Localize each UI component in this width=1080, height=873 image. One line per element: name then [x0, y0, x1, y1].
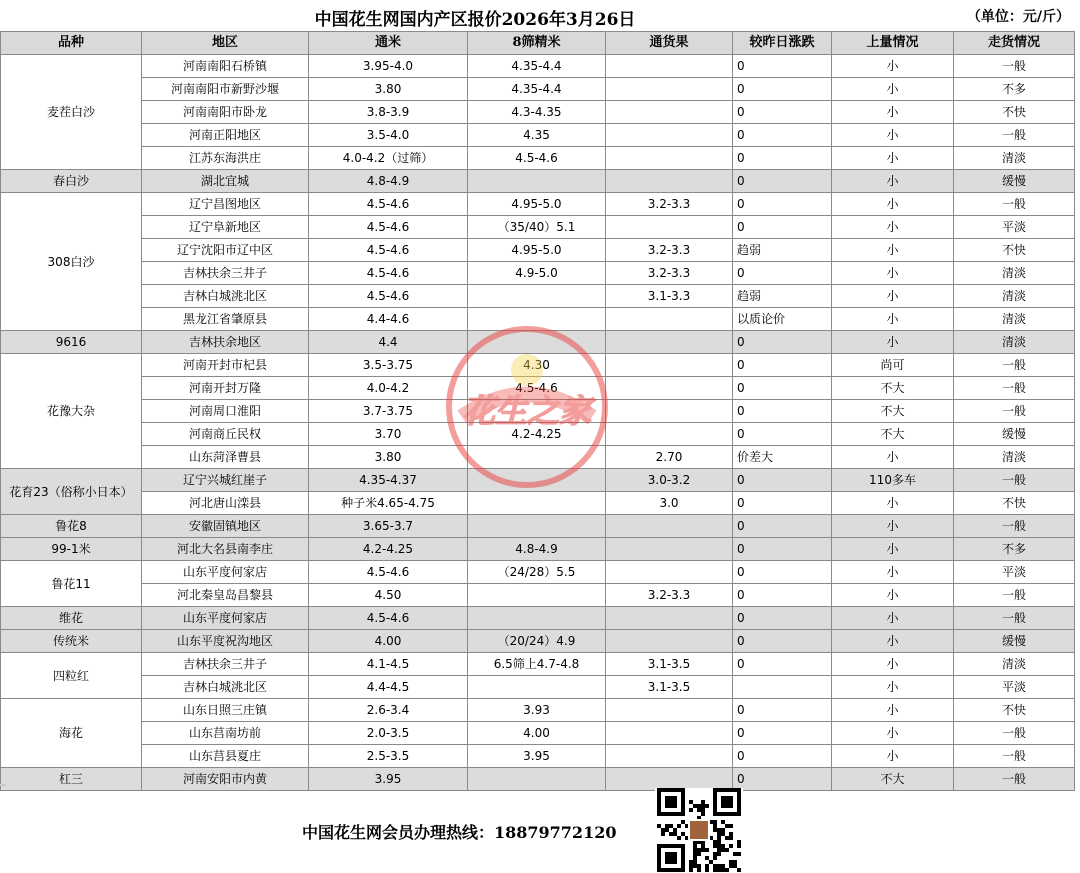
sales-cell: 一般	[954, 745, 1075, 768]
sales-cell: 平淡	[954, 216, 1075, 239]
tongmi-cell: 4.8-4.9	[309, 170, 468, 193]
change-cell: 趋弱	[733, 285, 832, 308]
guo-cell: 3.1-3.5	[606, 653, 733, 676]
variety-cell: 四粒红	[1, 653, 142, 699]
region-cell: 山东日照三庄镇	[142, 699, 309, 722]
tongmi-cell: 3.5-4.0	[309, 124, 468, 147]
supply-cell: 110多车	[832, 469, 954, 492]
tongmi-cell: 3.95	[309, 768, 468, 791]
divider	[0, 784, 6, 786]
supply-cell: 小	[832, 147, 954, 170]
table-row	[1, 147, 1075, 170]
table-row	[1, 239, 1075, 262]
qr-logo-icon	[689, 820, 709, 840]
variety-cell: 维花	[1, 607, 142, 630]
col-header-change: 较昨日涨跌	[733, 32, 832, 55]
change-cell: 0	[733, 515, 832, 538]
jingmi-cell: 4.30	[468, 354, 606, 377]
table-row	[1, 377, 1075, 400]
jingmi-cell: 4.35-4.4	[468, 78, 606, 101]
page-title: 中国花生网国内产区报价2026年3月26日	[314, 10, 636, 30]
jingmi-cell	[468, 584, 606, 607]
jingmi-cell	[468, 400, 606, 423]
tongmi-cell: 3.80	[309, 446, 468, 469]
sales-cell: 不多	[954, 78, 1075, 101]
jingmi-cell: 4.95-5.0	[468, 193, 606, 216]
supply-cell: 不大	[832, 400, 954, 423]
jingmi-cell	[468, 469, 606, 492]
supply-cell: 小	[832, 584, 954, 607]
tongmi-cell: 2.5-3.5	[309, 745, 468, 768]
header-row	[1, 32, 1075, 55]
sales-cell: 一般	[954, 768, 1075, 791]
table-row	[1, 492, 1075, 515]
region-cell: 山东平度何家店	[142, 561, 309, 584]
supply-cell: 不大	[832, 768, 954, 791]
variety-cell: 鲁花8	[1, 515, 142, 538]
change-cell: 0	[733, 699, 832, 722]
table-row	[1, 101, 1075, 124]
col-header-tongmi: 通米	[309, 32, 468, 55]
jingmi-cell: 4.9-5.0	[468, 262, 606, 285]
tongmi-cell: 种子米4.65-4.75	[309, 492, 468, 515]
supply-cell: 小	[832, 216, 954, 239]
change-cell: 0	[733, 124, 832, 147]
table-row	[1, 170, 1075, 193]
jingmi-cell: （20/24）4.9	[468, 630, 606, 653]
sales-cell: 清淡	[954, 262, 1075, 285]
sales-cell: 不快	[954, 101, 1075, 124]
col-header-supply: 上量情况	[832, 32, 954, 55]
change-cell: 0	[733, 630, 832, 653]
guo-cell	[606, 170, 733, 193]
supply-cell: 小	[832, 630, 954, 653]
jingmi-cell	[468, 515, 606, 538]
jingmi-cell	[468, 285, 606, 308]
col-header-variety: 品种	[1, 32, 142, 55]
table-row	[1, 285, 1075, 308]
region-cell: 河南商丘民权	[142, 423, 309, 446]
supply-cell: 小	[832, 262, 954, 285]
supply-cell: 小	[832, 124, 954, 147]
variety-cell: 海花	[1, 699, 142, 768]
tongmi-cell: 4.1-4.5	[309, 653, 468, 676]
tongmi-cell: 4.5-4.6	[309, 262, 468, 285]
supply-cell: 尚可	[832, 354, 954, 377]
jingmi-cell	[468, 607, 606, 630]
table-row	[1, 561, 1075, 584]
region-cell: 河南开封市杞县	[142, 354, 309, 377]
variety-cell: 麦茬白沙	[1, 55, 142, 170]
region-cell: 辽宁阜新地区	[142, 216, 309, 239]
region-cell: 辽宁沈阳市辽中区	[142, 239, 309, 262]
sales-cell: 不快	[954, 492, 1075, 515]
change-cell: 0	[733, 331, 832, 354]
sales-cell: 缓慢	[954, 630, 1075, 653]
sales-cell: 清淡	[954, 653, 1075, 676]
membership-hotline: 中国花生网会员办理热线：18879772120	[302, 823, 617, 842]
tongmi-cell: 4.5-4.6	[309, 216, 468, 239]
tongmi-cell: 4.4-4.5	[309, 676, 468, 699]
region-cell: 安徽固镇地区	[142, 515, 309, 538]
sales-cell: 平淡	[954, 561, 1075, 584]
guo-cell	[606, 722, 733, 745]
supply-cell: 小	[832, 699, 954, 722]
change-cell: 价差大	[733, 446, 832, 469]
variety-cell: 9616	[1, 331, 142, 354]
sales-cell: 一般	[954, 607, 1075, 630]
tongmi-cell: 4.4	[309, 331, 468, 354]
jingmi-cell	[468, 492, 606, 515]
tongmi-cell: 4.35-4.37	[309, 469, 468, 492]
change-cell: 0	[733, 193, 832, 216]
jingmi-cell	[468, 308, 606, 331]
jingmi-cell: 4.00	[468, 722, 606, 745]
jingmi-cell: 4.35	[468, 124, 606, 147]
sales-cell: 一般	[954, 722, 1075, 745]
region-cell: 河北唐山滦县	[142, 492, 309, 515]
region-cell: 河北秦皇岛昌黎县	[142, 584, 309, 607]
price-table	[0, 31, 1075, 791]
guo-cell	[606, 124, 733, 147]
guo-cell	[606, 745, 733, 768]
change-cell: 0	[733, 561, 832, 584]
change-cell: 0	[733, 262, 832, 285]
jingmi-cell: 3.95	[468, 745, 606, 768]
region-cell: 河南周口淮阳	[142, 400, 309, 423]
sales-cell: 清淡	[954, 331, 1075, 354]
tongmi-cell: 4.00	[309, 630, 468, 653]
region-cell: 山东平度祝沟地区	[142, 630, 309, 653]
jingmi-cell: 4.8-4.9	[468, 538, 606, 561]
guo-cell: 3.0-3.2	[606, 469, 733, 492]
guo-cell	[606, 55, 733, 78]
watermark-text: 花生之家	[462, 392, 592, 430]
sales-cell: 清淡	[954, 147, 1075, 170]
table-row	[1, 308, 1075, 331]
change-cell: 0	[733, 377, 832, 400]
supply-cell: 小	[832, 78, 954, 101]
table-row	[1, 55, 1075, 78]
tongmi-cell: 3.80	[309, 78, 468, 101]
guo-cell	[606, 607, 733, 630]
table-row	[1, 78, 1075, 101]
sales-cell: 平淡	[954, 676, 1075, 699]
sales-cell: 不快	[954, 699, 1075, 722]
tongmi-cell: 2.0-3.5	[309, 722, 468, 745]
region-cell: 山东菏泽曹县	[142, 446, 309, 469]
jingmi-cell: 6.5筛上4.7-4.8	[468, 653, 606, 676]
guo-cell	[606, 699, 733, 722]
region-cell: 山东平度何家店	[142, 607, 309, 630]
sales-cell: 缓慢	[954, 170, 1075, 193]
supply-cell: 小	[832, 193, 954, 216]
variety-cell: 传统米	[1, 630, 142, 653]
jingmi-cell	[468, 676, 606, 699]
table-row	[1, 699, 1075, 722]
change-cell: 0	[733, 607, 832, 630]
variety-cell: 杠三	[1, 768, 142, 791]
supply-cell: 不大	[832, 423, 954, 446]
guo-cell	[606, 377, 733, 400]
variety-cell: 99-1米	[1, 538, 142, 561]
change-cell: 0	[733, 216, 832, 239]
region-cell: 吉林扶余三井子	[142, 262, 309, 285]
supply-cell: 小	[832, 55, 954, 78]
tongmi-cell: 4.5-4.6	[309, 193, 468, 216]
tongmi-cell: 4.4-4.6	[309, 308, 468, 331]
variety-cell: 鲁花11	[1, 561, 142, 607]
supply-cell: 小	[832, 676, 954, 699]
guo-cell	[606, 515, 733, 538]
table-row	[1, 331, 1075, 354]
variety-cell: 花育23（俗称小日本）	[1, 469, 142, 515]
change-cell: 0	[733, 147, 832, 170]
supply-cell: 小	[832, 239, 954, 262]
change-cell: 0	[733, 400, 832, 423]
guo-cell	[606, 354, 733, 377]
guo-cell	[606, 561, 733, 584]
title-bar	[0, 0, 1080, 32]
change-cell: 0	[733, 768, 832, 791]
sales-cell: 缓慢	[954, 423, 1075, 446]
region-cell: 河南南阳市卧龙	[142, 101, 309, 124]
guo-cell: 3.1-3.3	[606, 285, 733, 308]
guo-cell: 3.2-3.3	[606, 262, 733, 285]
region-cell: 河南安阳市内黄	[142, 768, 309, 791]
region-cell: 吉林白城洮北区	[142, 285, 309, 308]
tongmi-cell: 3.8-3.9	[309, 101, 468, 124]
change-cell: 0	[733, 653, 832, 676]
region-cell: 辽宁兴城红崖子	[142, 469, 309, 492]
change-cell: 0	[733, 170, 832, 193]
guo-cell: 3.2-3.3	[606, 584, 733, 607]
supply-cell: 小	[832, 308, 954, 331]
guo-cell	[606, 400, 733, 423]
guo-cell: 3.0	[606, 492, 733, 515]
jingmi-cell: 4.5-4.6	[468, 147, 606, 170]
region-cell: 湖北宜城	[142, 170, 309, 193]
guo-cell	[606, 308, 733, 331]
change-cell: 0	[733, 492, 832, 515]
supply-cell: 小	[832, 745, 954, 768]
tongmi-cell: 3.5-3.75	[309, 354, 468, 377]
tongmi-cell: 3.7-3.75	[309, 400, 468, 423]
tongmi-cell: 4.0-4.2	[309, 377, 468, 400]
guo-cell	[606, 630, 733, 653]
change-cell: 0	[733, 469, 832, 492]
tongmi-cell: 4.0-4.2（过筛）	[309, 147, 468, 170]
sales-cell: 一般	[954, 515, 1075, 538]
table-row	[1, 630, 1075, 653]
region-cell: 山东莒南坊前	[142, 722, 309, 745]
change-cell: 0	[733, 745, 832, 768]
change-cell	[733, 676, 832, 699]
table-row	[1, 745, 1075, 768]
region-cell: 江苏东海洪庄	[142, 147, 309, 170]
tongmi-cell: 4.5-4.6	[309, 607, 468, 630]
sales-cell: 清淡	[954, 285, 1075, 308]
col-header-jingmi: 8筛精米	[468, 32, 606, 55]
guo-cell	[606, 147, 733, 170]
table-row	[1, 515, 1075, 538]
supply-cell: 小	[832, 653, 954, 676]
region-cell: 黑龙江省肇原县	[142, 308, 309, 331]
sales-cell: 一般	[954, 469, 1075, 492]
change-cell: 0	[733, 55, 832, 78]
table-row	[1, 446, 1075, 469]
tongmi-cell: 3.70	[309, 423, 468, 446]
table-row	[1, 722, 1075, 745]
supply-cell: 小	[832, 492, 954, 515]
table-row	[1, 423, 1075, 446]
change-cell: 趋弱	[733, 239, 832, 262]
tongmi-cell: 3.95-4.0	[309, 55, 468, 78]
guo-cell	[606, 101, 733, 124]
jingmi-cell: （24/28）5.5	[468, 561, 606, 584]
table-row	[1, 124, 1075, 147]
sales-cell: 一般	[954, 354, 1075, 377]
tongmi-cell: 4.2-4.25	[309, 538, 468, 561]
region-cell: 吉林白城洮北区	[142, 676, 309, 699]
region-cell: 吉林扶余地区	[142, 331, 309, 354]
variety-cell: 花豫大杂	[1, 354, 142, 469]
guo-cell: 2.70	[606, 446, 733, 469]
supply-cell: 小	[832, 101, 954, 124]
sales-cell: 不快	[954, 239, 1075, 262]
sales-cell: 清淡	[954, 308, 1075, 331]
sales-cell: 一般	[954, 400, 1075, 423]
region-cell: 河南南阳石桥镇	[142, 55, 309, 78]
guo-cell: 3.2-3.3	[606, 193, 733, 216]
tongmi-cell: 4.5-4.6	[309, 561, 468, 584]
change-cell: 0	[733, 354, 832, 377]
variety-cell: 308白沙	[1, 193, 142, 331]
col-header-sales: 走货情况	[954, 32, 1075, 55]
jingmi-cell: 4.2-4.25	[468, 423, 606, 446]
region-cell: 河南正阳地区	[142, 124, 309, 147]
sales-cell: 一般	[954, 55, 1075, 78]
jingmi-cell: 4.35-4.4	[468, 55, 606, 78]
change-cell: 0	[733, 722, 832, 745]
jingmi-cell	[468, 331, 606, 354]
sales-cell: 一般	[954, 377, 1075, 400]
col-header-region: 地区	[142, 32, 309, 55]
tongmi-cell: 3.65-3.7	[309, 515, 468, 538]
jingmi-cell: 3.93	[468, 699, 606, 722]
change-cell: 0	[733, 584, 832, 607]
table-body	[1, 55, 1075, 791]
supply-cell: 小	[832, 538, 954, 561]
sales-cell: 清淡	[954, 446, 1075, 469]
table-row	[1, 768, 1075, 791]
jingmi-cell	[468, 446, 606, 469]
region-cell: 河北大名县南李庄	[142, 538, 309, 561]
guo-cell	[606, 331, 733, 354]
guo-cell	[606, 423, 733, 446]
qr-code-icon[interactable]	[655, 788, 743, 872]
sales-cell: 不多	[954, 538, 1075, 561]
region-cell: 辽宁昌图地区	[142, 193, 309, 216]
table-row	[1, 354, 1075, 377]
supply-cell: 小	[832, 515, 954, 538]
jingmi-cell	[468, 170, 606, 193]
guo-cell: 3.1-3.5	[606, 676, 733, 699]
jingmi-cell: 4.95-5.0	[468, 239, 606, 262]
region-cell: 山东莒县夏庄	[142, 745, 309, 768]
table-row	[1, 193, 1075, 216]
change-cell: 以质论价	[733, 308, 832, 331]
variety-cell: 春白沙	[1, 170, 142, 193]
jingmi-cell	[468, 768, 606, 791]
col-header-guo: 通货果	[606, 32, 733, 55]
supply-cell: 小	[832, 607, 954, 630]
supply-cell: 小	[832, 561, 954, 584]
table-row	[1, 538, 1075, 561]
table-row	[1, 584, 1075, 607]
table-row	[1, 262, 1075, 285]
supply-cell: 小	[832, 170, 954, 193]
jingmi-cell: 4.3-4.35	[468, 101, 606, 124]
guo-cell	[606, 216, 733, 239]
tongmi-cell: 4.5-4.6	[309, 239, 468, 262]
sales-cell: 一般	[954, 584, 1075, 607]
supply-cell: 小	[832, 722, 954, 745]
supply-cell: 不大	[832, 377, 954, 400]
table-row	[1, 676, 1075, 699]
tongmi-cell: 2.6-3.4	[309, 699, 468, 722]
change-cell: 0	[733, 78, 832, 101]
table-row	[1, 607, 1075, 630]
sales-cell: 一般	[954, 193, 1075, 216]
jingmi-cell: 4.5-4.6	[468, 377, 606, 400]
table-row	[1, 400, 1075, 423]
guo-cell	[606, 78, 733, 101]
guo-cell: 3.2-3.3	[606, 239, 733, 262]
unit-label: （单位：元/斤）	[966, 9, 1070, 25]
jingmi-cell: （35/40）5.1	[468, 216, 606, 239]
table-row	[1, 216, 1075, 239]
sales-cell: 一般	[954, 124, 1075, 147]
table-row	[1, 653, 1075, 676]
region-cell: 河南开封万隆	[142, 377, 309, 400]
tongmi-cell: 4.5-4.6	[309, 285, 468, 308]
change-cell: 0	[733, 101, 832, 124]
change-cell: 0	[733, 423, 832, 446]
supply-cell: 小	[832, 331, 954, 354]
tongmi-cell: 4.50	[309, 584, 468, 607]
supply-cell: 小	[832, 446, 954, 469]
table-row	[1, 469, 1075, 492]
guo-cell	[606, 538, 733, 561]
region-cell: 吉林扶余三井子	[142, 653, 309, 676]
supply-cell: 小	[832, 285, 954, 308]
region-cell: 河南南阳市新野沙堰	[142, 78, 309, 101]
change-cell: 0	[733, 538, 832, 561]
